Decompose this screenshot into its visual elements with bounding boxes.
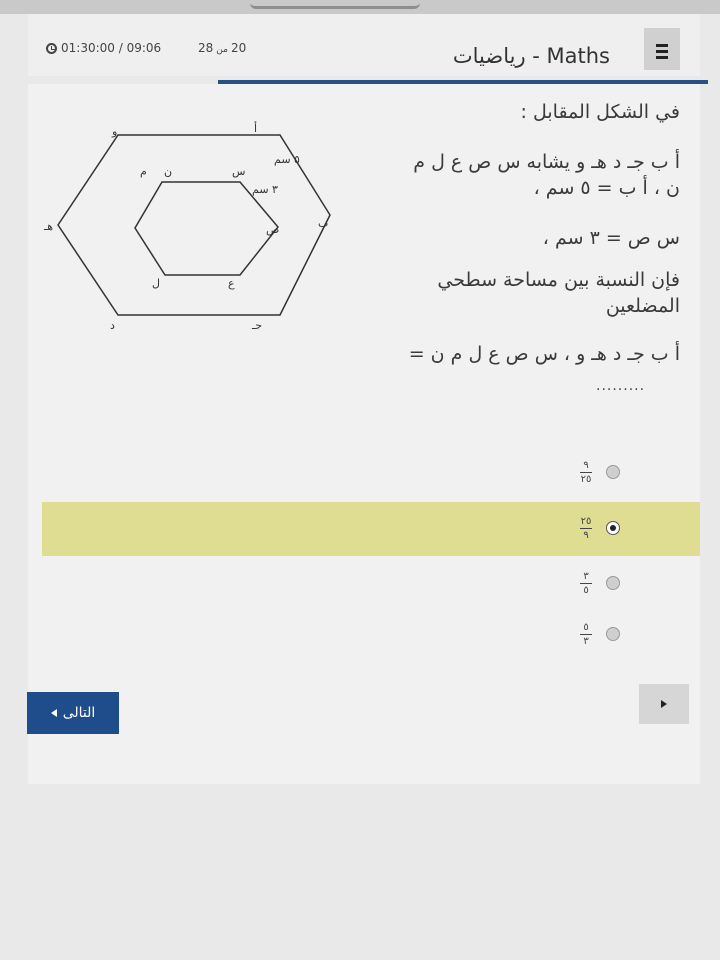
- triangle-right-icon: [661, 700, 667, 708]
- page-title: Maths - رياضيات: [452, 44, 610, 68]
- question-progress: 28 من 20: [198, 41, 247, 55]
- question-line-6: المضلعين: [605, 295, 680, 317]
- label-ain: ع: [228, 277, 235, 290]
- answer-blank: .........: [596, 378, 646, 394]
- label-d: د: [110, 319, 115, 330]
- label-b: ب: [318, 217, 329, 230]
- radio-button[interactable]: [606, 627, 620, 641]
- app-header: [28, 14, 700, 76]
- label-l: ل: [152, 277, 160, 290]
- next-button[interactable]: [27, 692, 119, 734]
- timer: [46, 41, 161, 55]
- question-line-5: فإن النسبة بين مساحة سطحي: [437, 269, 680, 291]
- fraction: $\frac{٢٥}{٩}$: [580, 515, 592, 541]
- label-m: م: [140, 165, 147, 178]
- radio-button[interactable]: [606, 465, 620, 479]
- label-h: هـ: [44, 220, 54, 233]
- triangle-left-icon: [51, 709, 57, 717]
- label-len-inner: ٣ سم: [252, 183, 278, 196]
- question-line-2: أ ب جـ د هـ و يشابه س ص ع ل م: [413, 151, 680, 173]
- question-line-7: أ ب جـ د هـ و ، س ص ع ل م ن =: [408, 343, 680, 365]
- label-w: و: [112, 125, 118, 138]
- fraction: $\frac{٥}{٣}$: [580, 622, 592, 647]
- answer-option-3[interactable]: [580, 563, 660, 603]
- hexagon-diagram: [40, 115, 340, 330]
- question-line-3: ن ، أ ب = ٥ سم ،: [533, 177, 680, 199]
- label-len-outer: ٥ سم: [274, 153, 300, 166]
- answer-option-2[interactable]: [580, 508, 660, 548]
- fraction: $\frac{٩}{٢٥}$: [580, 459, 592, 485]
- timer-text: 01:30:00 / 09:06: [61, 41, 162, 55]
- radio-button[interactable]: [606, 576, 620, 590]
- top-strip: [0, 0, 720, 14]
- label-a: أ: [254, 122, 258, 135]
- label-s: س: [232, 165, 246, 178]
- clock-icon: [46, 43, 57, 54]
- answer-option-1[interactable]: [580, 452, 660, 492]
- answer-option-4[interactable]: [580, 614, 660, 654]
- fraction: $\frac{٣}{٥}$: [580, 571, 592, 596]
- label-ss: ص: [266, 223, 280, 236]
- label-j: جـ: [252, 319, 263, 330]
- next-button-label: التالى: [62, 705, 96, 721]
- label-n: ن: [164, 165, 173, 178]
- question-line-4: س ص = ٣ سم ،: [542, 227, 680, 249]
- question-nav-button[interactable]: [639, 684, 689, 724]
- hamburger-menu-button[interactable]: [644, 28, 680, 70]
- radio-button-checked[interactable]: [606, 521, 620, 535]
- question-line-1: في الشكل المقابل :: [520, 101, 680, 123]
- hamburger-icon: [656, 44, 668, 47]
